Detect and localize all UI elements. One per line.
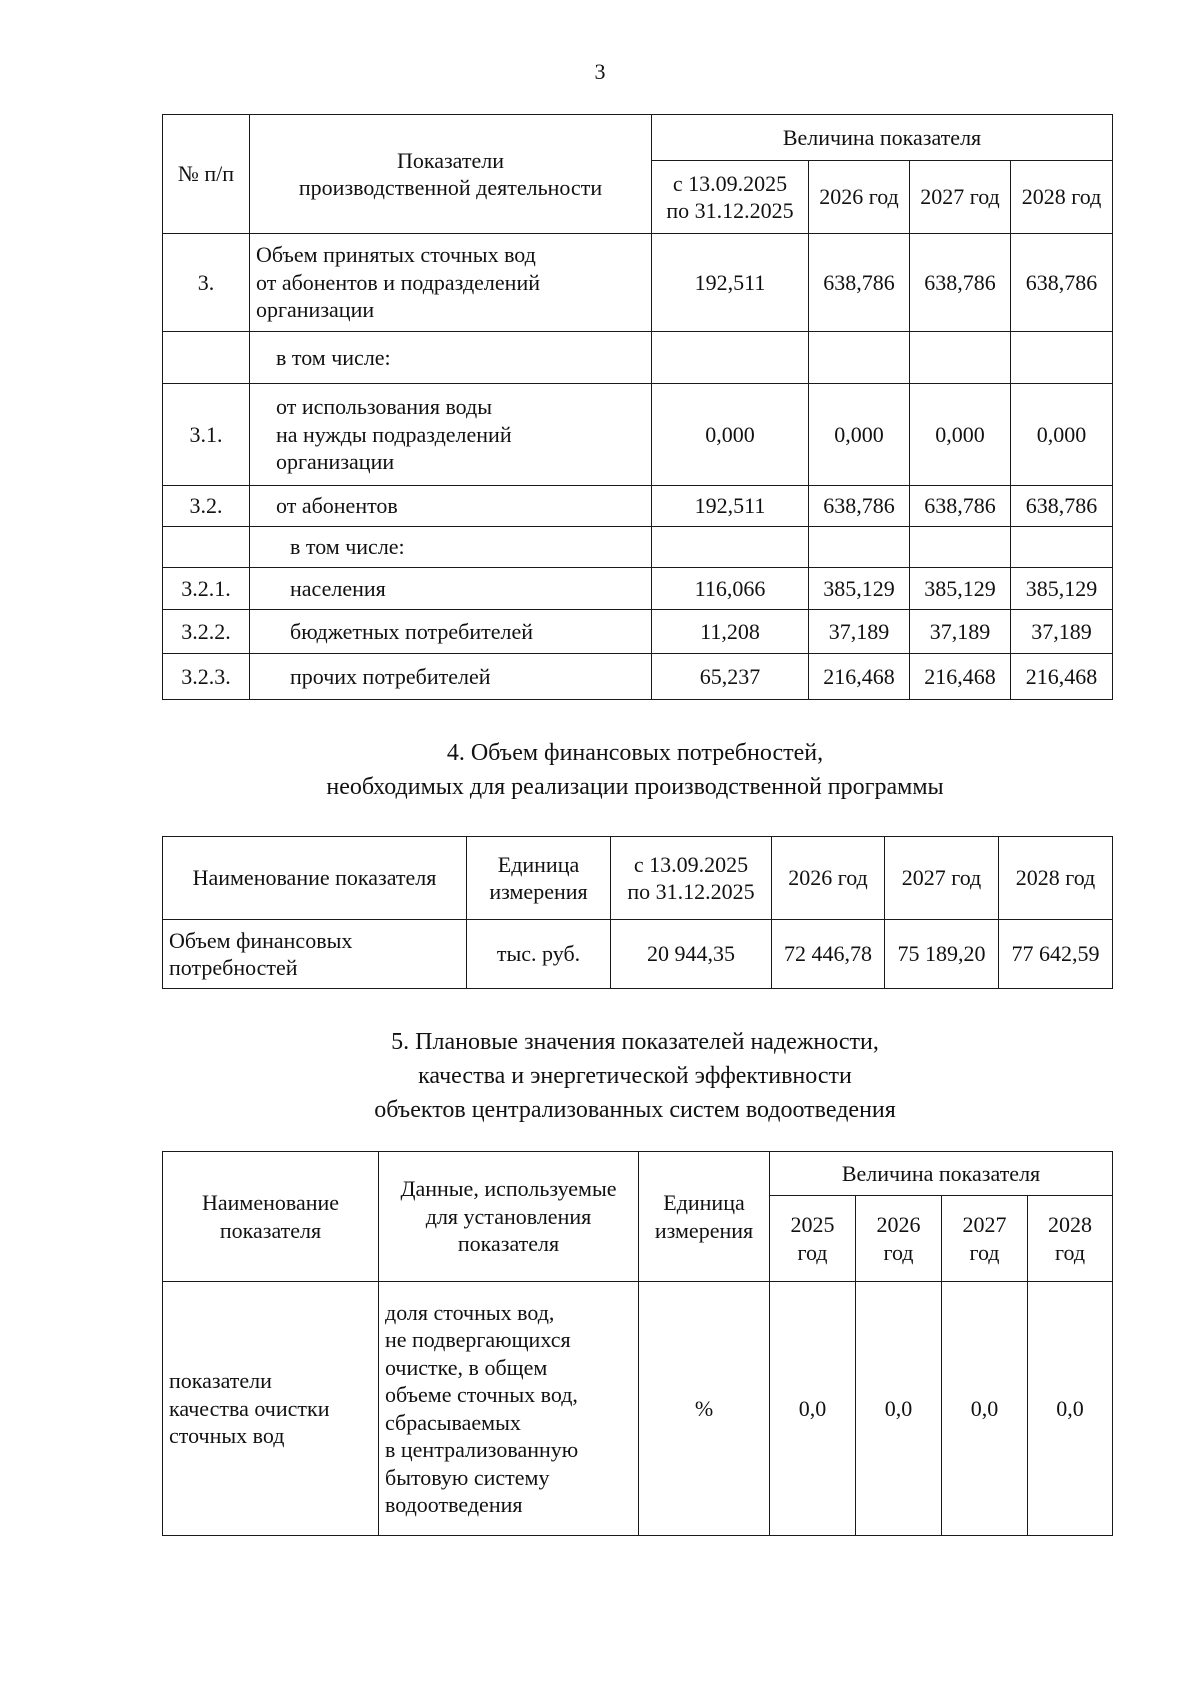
value-2027: 385,129 xyxy=(910,568,1011,610)
row-num: 3.2.2. xyxy=(163,610,250,654)
value-2026: 216,468 xyxy=(809,654,910,700)
row-unit: тыс. руб. xyxy=(467,920,611,989)
row-name-line: организации xyxy=(256,297,375,323)
table-row xyxy=(163,920,1113,989)
table-row xyxy=(163,527,1113,568)
value-period: 0,000 xyxy=(652,384,809,486)
row-data-line: объеме сточных вод, xyxy=(385,1382,578,1407)
value-2028: 0,000 xyxy=(1011,384,1113,486)
row-data-line: в централизованную xyxy=(385,1437,579,1462)
row-name-line: на нужды подразделений xyxy=(276,421,512,447)
row-name-line: от использования воды xyxy=(276,394,493,420)
value-2026 xyxy=(809,332,910,384)
row-name xyxy=(163,920,467,989)
value-2026: 385,129 xyxy=(809,568,910,610)
section-4-title-line2: необходимых для реализации производственной программы xyxy=(326,774,944,800)
section-4-title-line1: 4. Объем финансовых потребностей, xyxy=(446,740,824,766)
value-2027 xyxy=(910,527,1011,568)
row-num: 3. xyxy=(163,234,250,332)
row-name: прочих потребителей xyxy=(250,654,652,700)
value-2028: 638,786 xyxy=(1011,234,1113,332)
row-num: 3.1. xyxy=(163,384,250,486)
header-2028: 2028 год xyxy=(1011,161,1113,234)
row-name: населения xyxy=(250,568,652,610)
header-year: 2026 xyxy=(876,1212,921,1237)
header-year: 2028 xyxy=(1048,1212,1092,1237)
header-2028: 2028 год xyxy=(999,837,1113,920)
header-2026: 2026 год xyxy=(772,837,885,920)
value-2028: 385,129 xyxy=(1011,568,1113,610)
value-2025: 0,0 xyxy=(770,1282,856,1536)
header-value-group: Величина показателя xyxy=(770,1152,1113,1196)
value-2026: 37,189 xyxy=(809,610,910,654)
row-num: 3.2.3. xyxy=(163,654,250,700)
value-2027: 0,000 xyxy=(910,384,1011,486)
row-name: бюджетных потребителей xyxy=(250,610,652,654)
production-indicators-table xyxy=(162,114,1113,700)
value-period xyxy=(652,527,809,568)
header-indicator-line2: производственной деятельности xyxy=(298,175,603,200)
header-name: Наименование показателя xyxy=(163,837,467,920)
value-2026: 638,786 xyxy=(809,486,910,527)
value-2027 xyxy=(910,332,1011,384)
header-unit xyxy=(467,837,611,920)
table-row xyxy=(163,568,1113,610)
row-name xyxy=(163,1282,379,1536)
header-data-line1: Данные, используемые xyxy=(400,1176,617,1202)
table-row xyxy=(163,610,1113,654)
header-unit-line2: измерения xyxy=(489,879,588,904)
value-2026: 0,0 xyxy=(856,1282,942,1536)
table-row xyxy=(163,1282,1113,1536)
value-period: 11,208 xyxy=(652,610,809,654)
row-name xyxy=(250,234,652,332)
header-data-line3: показателя xyxy=(457,1231,560,1257)
header-year: 2027 xyxy=(962,1212,1007,1237)
header-period-line1: с 13.09.2025 xyxy=(633,851,749,877)
header-year-word: год xyxy=(883,1239,914,1265)
row-data-line: водоотведения xyxy=(385,1492,523,1517)
header-period xyxy=(652,161,809,234)
row-data-line: сбрасываемых xyxy=(385,1409,521,1435)
header-period-line2: по 31.12.2025 xyxy=(627,879,755,904)
row-name-line: качества очистки xyxy=(169,1395,330,1421)
header-unit-line2: измерения xyxy=(654,1217,754,1243)
row-name-line: Объем принятых сточных вод xyxy=(256,242,536,268)
value-2028 xyxy=(1011,527,1113,568)
value-2028: 37,189 xyxy=(1011,610,1113,654)
table-row xyxy=(163,486,1113,527)
row-name-line: организации xyxy=(276,449,395,475)
header-2027: 2027 год xyxy=(910,161,1011,234)
header-name-line2: показателя xyxy=(219,1217,322,1243)
header-value-group: Величина показателя xyxy=(652,115,1113,161)
row-unit: % xyxy=(639,1282,770,1536)
row-data-line: бытовую систему xyxy=(385,1464,550,1490)
header-indicator xyxy=(250,115,652,234)
row-name: в том числе: xyxy=(250,527,652,568)
value-2026: 0,000 xyxy=(809,384,910,486)
table-row xyxy=(163,234,1113,332)
value-2027: 37,189 xyxy=(910,610,1011,654)
table-row xyxy=(163,384,1113,486)
table-row xyxy=(163,332,1113,384)
header-data xyxy=(379,1152,639,1282)
row-name-line: от абонентов и подразделений xyxy=(256,269,540,295)
value-2028: 0,0 xyxy=(1028,1282,1113,1536)
header-year: 2025 xyxy=(790,1212,835,1237)
header-2027 xyxy=(942,1196,1028,1282)
header-name-line1: Наименование xyxy=(201,1190,340,1215)
value-2027: 216,468 xyxy=(910,654,1011,700)
header-unit-line1: Единица xyxy=(497,851,580,877)
header-unit xyxy=(639,1152,770,1282)
financial-needs-table xyxy=(162,836,1113,989)
value-2028 xyxy=(1011,332,1113,384)
header-2025 xyxy=(770,1196,856,1282)
value-period: 116,066 xyxy=(652,568,809,610)
value-2028: 77 642,59 xyxy=(999,920,1113,989)
value-period: 65,237 xyxy=(652,654,809,700)
value-period: 20 944,35 xyxy=(611,920,772,989)
header-data-line2: для установления xyxy=(425,1203,592,1229)
header-indicator-line1: Показатели xyxy=(396,147,505,173)
row-name-line: Объем финансовых xyxy=(169,927,353,953)
row-name-line: показатели xyxy=(169,1368,272,1394)
section-4-title xyxy=(0,736,1200,804)
header-period xyxy=(611,837,772,920)
header-num: № п/п xyxy=(163,115,250,234)
header-2026 xyxy=(856,1196,942,1282)
row-data-line: очистке, в общем xyxy=(385,1354,548,1380)
section-5-title-line2: качества и энергетической эффективности xyxy=(418,1063,852,1089)
row-name xyxy=(250,384,652,486)
header-unit-line1: Единица xyxy=(663,1190,745,1215)
value-period: 192,511 xyxy=(652,234,809,332)
row-data xyxy=(379,1282,639,1536)
header-2027: 2027 год xyxy=(885,837,999,920)
header-name xyxy=(163,1152,379,1282)
row-name: от абонентов xyxy=(250,486,652,527)
value-period: 192,511 xyxy=(652,486,809,527)
section-5-title-line3: объектов централизованных систем водоотведения xyxy=(374,1097,896,1123)
header-year-word: год xyxy=(1054,1239,1086,1265)
section-5-title-line1: 5. Плановые значения показателей надежности, xyxy=(391,1029,879,1055)
header-year-word: год xyxy=(969,1239,1000,1265)
value-2027: 638,786 xyxy=(910,234,1011,332)
value-2026: 638,786 xyxy=(809,234,910,332)
header-2028 xyxy=(1028,1196,1113,1282)
section-5-title xyxy=(0,1025,1200,1127)
row-num xyxy=(163,332,250,384)
value-2027: 75 189,20 xyxy=(885,920,999,989)
row-num: 3.2. xyxy=(163,486,250,527)
page-number: 3 xyxy=(594,59,606,84)
row-name-line: потребностей xyxy=(169,955,298,980)
value-2028: 216,468 xyxy=(1011,654,1113,700)
row-data-line: доля сточных вод, xyxy=(385,1299,555,1325)
header-period-line1: с 13.09.2025 xyxy=(672,170,788,196)
row-num: 3.2.1. xyxy=(163,568,250,610)
row-num xyxy=(163,527,250,568)
value-period xyxy=(652,332,809,384)
reliability-indicators-table xyxy=(162,1151,1113,1536)
value-2027: 638,786 xyxy=(910,486,1011,527)
value-2026: 72 446,78 xyxy=(772,920,885,989)
row-name-line: сточных вод xyxy=(169,1423,285,1449)
header-period-line2: по 31.12.2025 xyxy=(666,198,794,223)
row-name: в том числе: xyxy=(250,332,652,384)
value-2028: 638,786 xyxy=(1011,486,1113,527)
value-2026 xyxy=(809,527,910,568)
value-2027: 0,0 xyxy=(942,1282,1028,1536)
row-data-line: не подвергающихся xyxy=(385,1327,571,1352)
header-2026: 2026 год xyxy=(809,161,910,234)
table-row xyxy=(163,654,1113,700)
header-year-word: год xyxy=(797,1239,828,1265)
